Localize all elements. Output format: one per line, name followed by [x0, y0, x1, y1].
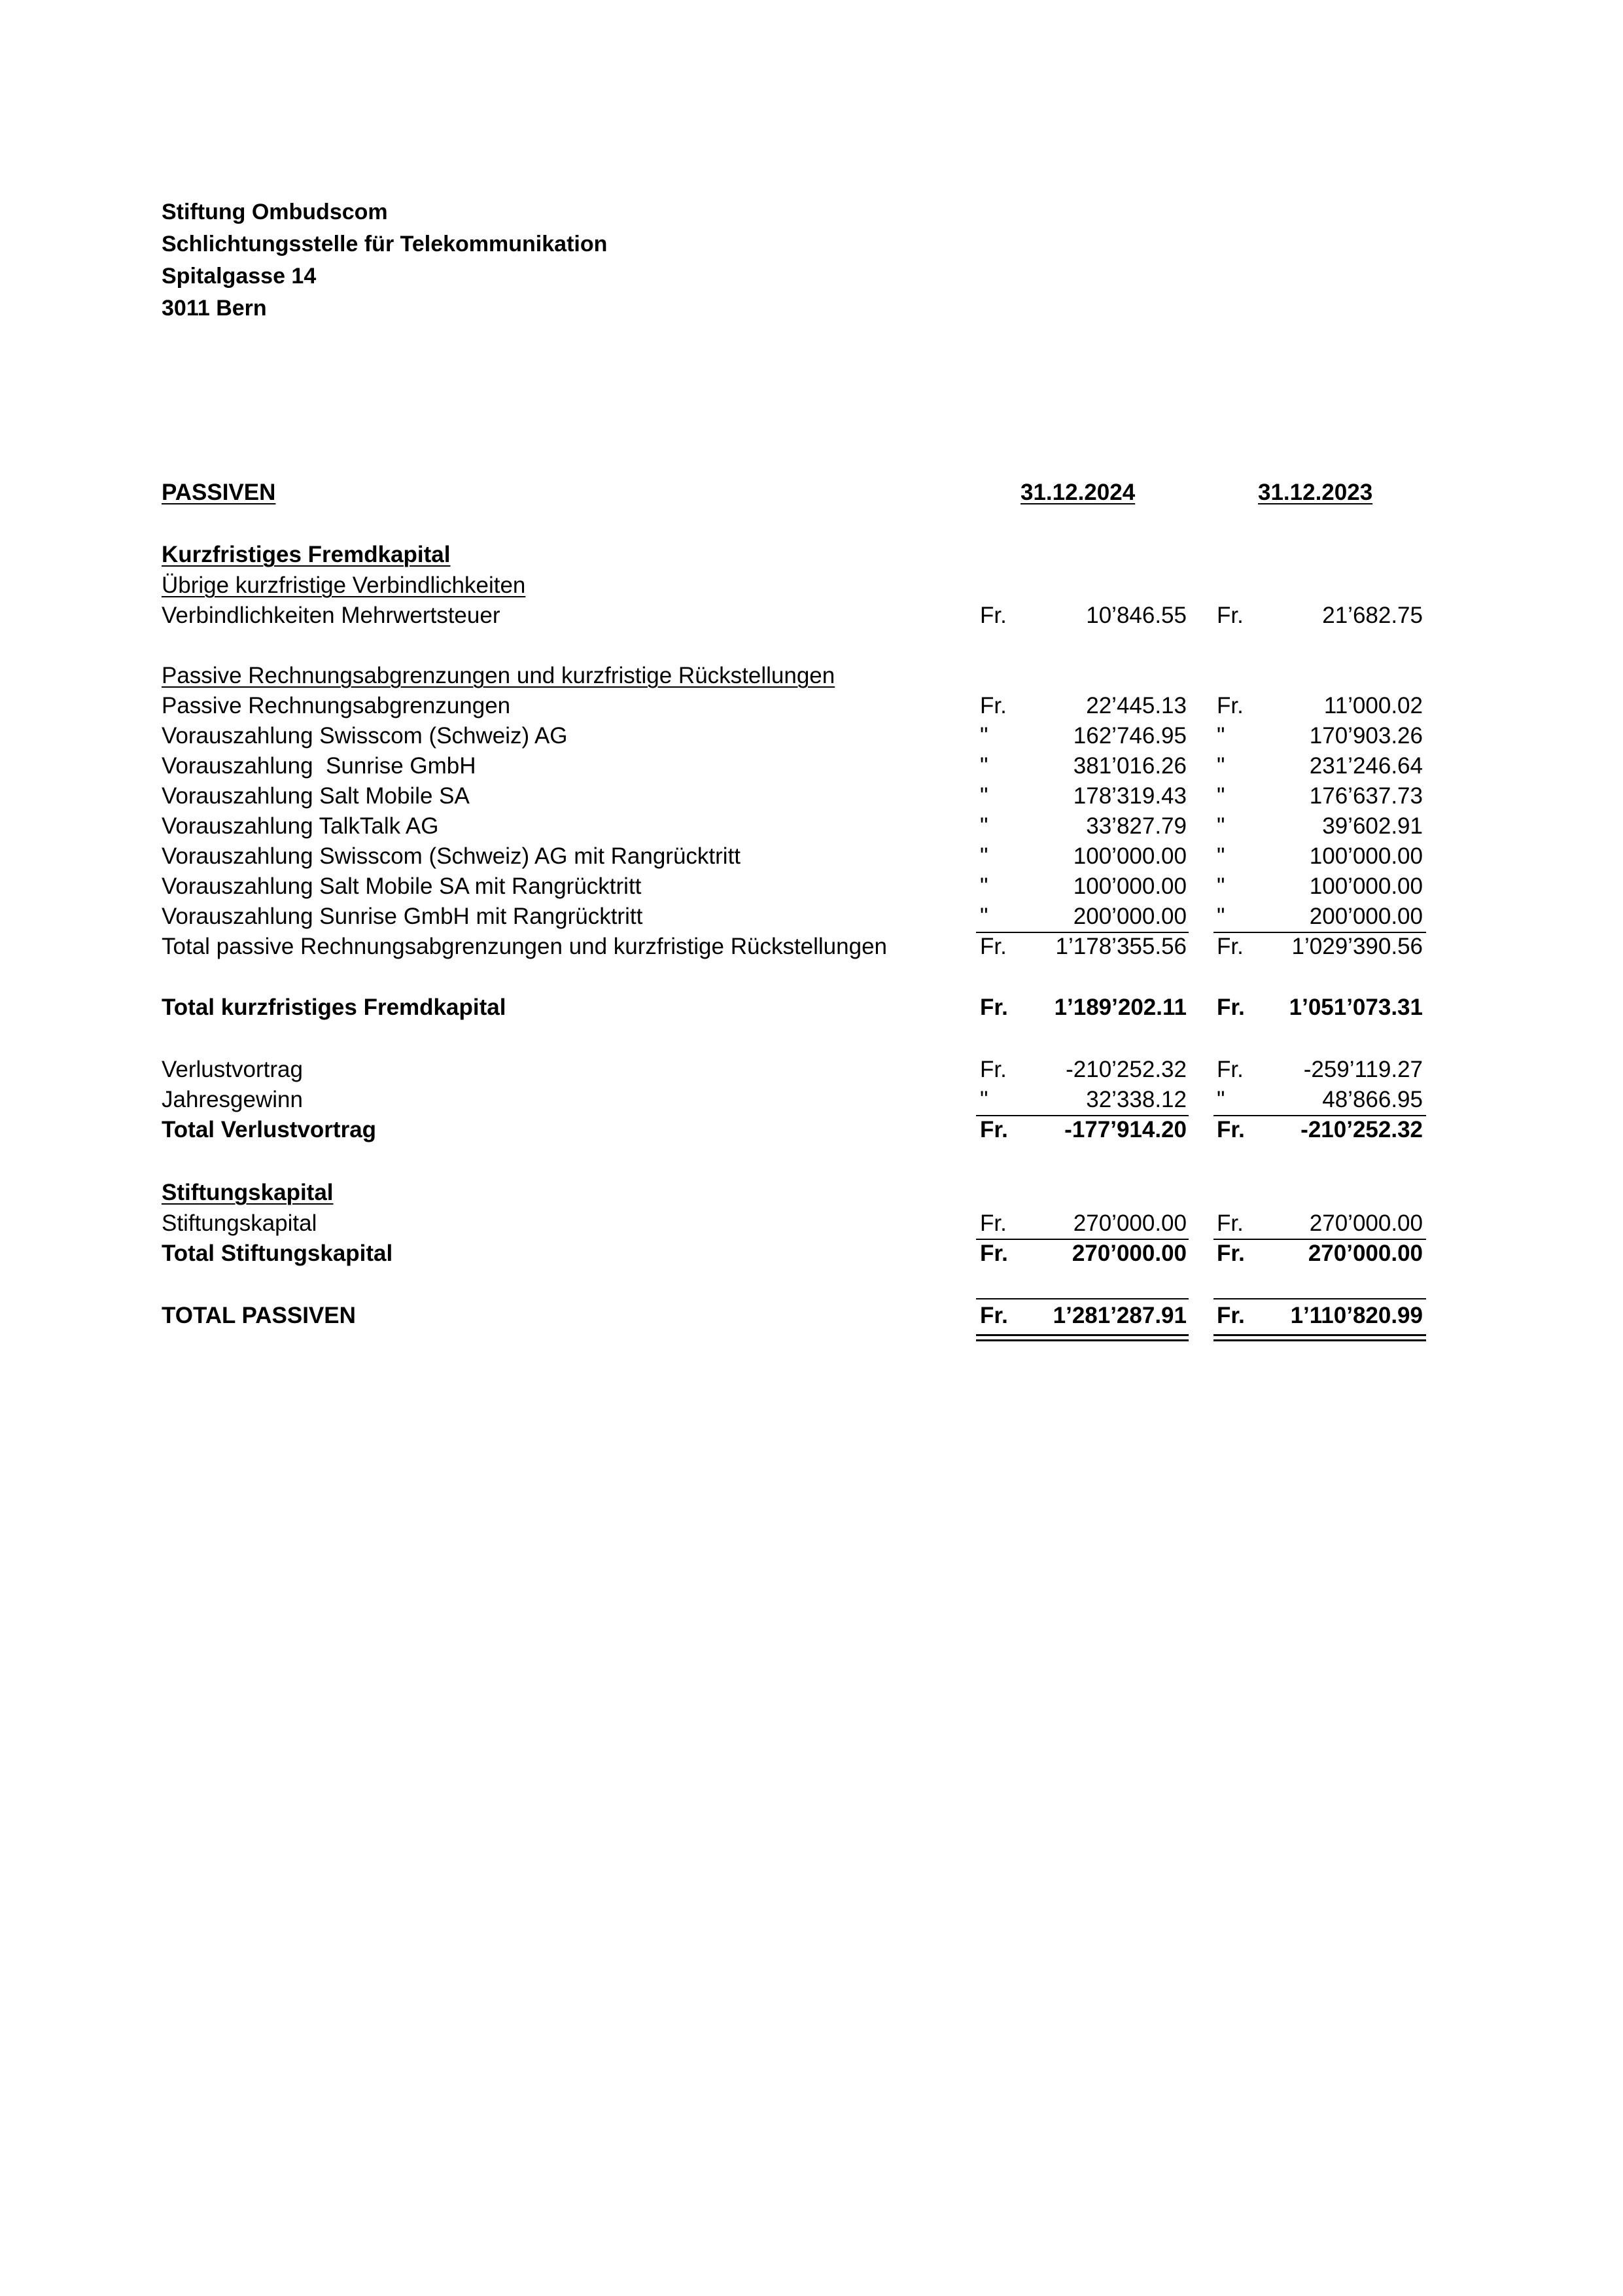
section-heading [0, 1178, 1623, 1208]
value-2024: -177’914.20 [1064, 1117, 1187, 1142]
ditto-mark: " [1217, 843, 1225, 869]
table-row-total [0, 1239, 1623, 1269]
currency-label: Fr. [980, 693, 1007, 718]
table-row [0, 751, 1623, 781]
row-label: Vorauszahlung Swisscom (Schweiz) AG [162, 723, 568, 749]
row-label: Vorauszahlung Salt Mobile SA [162, 783, 470, 809]
value-2023: 100’000.00 [1309, 874, 1423, 899]
address-block [162, 196, 607, 325]
currency-label: Fr. [1217, 1303, 1245, 1328]
org-name: Stiftung Ombudscom [162, 200, 388, 224]
currency-label: Fr. [1217, 1210, 1244, 1236]
value-2023: 39’602.91 [1322, 813, 1423, 839]
value-2024: 100’000.00 [1073, 874, 1187, 899]
table-row [0, 601, 1623, 631]
ditto-mark: " [980, 874, 988, 899]
currency-label: Fr. [980, 603, 1007, 628]
value-2024: 381’016.26 [1073, 753, 1187, 779]
value-2023: 176’637.73 [1309, 783, 1423, 809]
ditto-mark: " [980, 723, 988, 749]
subsection-title-abgrenzungen: Passive Rechnungsabgrenzungen und kurzfristige Rückstellungen [162, 663, 835, 688]
table-row [0, 811, 1623, 841]
row-label: Verlustvortrag [162, 1057, 303, 1082]
table-title: PASSIVEN [162, 480, 276, 505]
currency-label: Fr. [980, 1241, 1008, 1266]
value-2024: 270’000.00 [1073, 1210, 1187, 1236]
row-label: TOTAL PASSIVEN [162, 1303, 356, 1328]
row-label: Vorauszahlung Salt Mobile SA mit Rangrücktritt [162, 874, 642, 899]
subsection-heading [0, 661, 1623, 691]
table-row-total [0, 1115, 1623, 1145]
section-title-fremdkapital: Kurzfristiges Fremdkapital [162, 542, 451, 567]
value-2024: 10’846.55 [1086, 603, 1187, 628]
table-row [0, 781, 1623, 811]
currency-label: Fr. [1217, 1057, 1244, 1082]
value-2023: 11’000.02 [1323, 693, 1423, 718]
currency-label: Fr. [980, 1303, 1008, 1328]
total-rule-top [1213, 1298, 1426, 1299]
row-label: Total passive Rechnungsabgrenzungen und kurzfristige Rückstellungen [162, 934, 888, 959]
subsection-heading [0, 571, 1623, 601]
value-2023: -210’252.32 [1300, 1117, 1423, 1142]
value-2023: 270’000.00 [1309, 1210, 1423, 1236]
row-label: Stiftungskapital [162, 1210, 317, 1236]
ditto-mark: " [1217, 1087, 1225, 1112]
value-2023: 1’051’073.31 [1289, 995, 1423, 1020]
row-label: Total Verlustvortrag [162, 1117, 377, 1142]
table-row [0, 1085, 1623, 1115]
value-2023: 270’000.00 [1308, 1241, 1423, 1266]
currency-label: Fr. [980, 1117, 1008, 1142]
value-2024: 178’319.43 [1073, 783, 1187, 809]
currency-label: Fr. [980, 1210, 1007, 1236]
ditto-mark: " [980, 783, 988, 809]
ditto-mark: " [1217, 904, 1225, 929]
ditto-mark: " [1217, 874, 1225, 899]
subsection-title-verbindlichkeiten: Übrige kurzfristige Verbindlichkeiten [162, 573, 526, 598]
table-row [0, 1055, 1623, 1085]
row-label: Total Stiftungskapital [162, 1241, 393, 1266]
currency-label: Fr. [1217, 693, 1244, 718]
currency-label: Fr. [1217, 1117, 1245, 1142]
table-row [0, 1209, 1623, 1239]
row-label: Verbindlichkeiten Mehrwertsteuer [162, 603, 500, 628]
value-2024: 22’445.13 [1086, 693, 1187, 718]
double-rule-lower [976, 1339, 1189, 1341]
row-label: Vorauszahlung Sunrise GmbH [162, 753, 476, 779]
value-2023: 1’029’390.56 [1291, 934, 1423, 959]
currency-label: Fr. [980, 995, 1008, 1020]
double-rule-upper [1213, 1334, 1426, 1336]
value-2023: -259’119.27 [1303, 1057, 1423, 1082]
value-2023: 48’866.95 [1322, 1087, 1423, 1112]
ditto-mark: " [980, 843, 988, 869]
double-rule-lower [1213, 1339, 1426, 1341]
value-2024: 1’189’202.11 [1054, 995, 1187, 1020]
row-label: Vorauszahlung Sunrise GmbH mit Rangrücktritt [162, 904, 643, 929]
section-title-stiftungskapital: Stiftungskapital [162, 1180, 334, 1205]
date-2024: 31.12.2024 [1021, 480, 1136, 505]
value-2024: 33’827.79 [1086, 813, 1187, 839]
ditto-mark: " [1217, 783, 1225, 809]
ditto-mark: " [1217, 723, 1225, 749]
value-2024: 200’000.00 [1073, 904, 1187, 929]
currency-label: Fr. [980, 1057, 1007, 1082]
ditto-mark: " [980, 904, 988, 929]
double-rule-upper [976, 1334, 1189, 1336]
currency-label: Fr. [1217, 934, 1244, 959]
ditto-mark: " [1217, 753, 1225, 779]
table-row-grand-total [0, 1301, 1623, 1331]
value-2023: 1’110’820.99 [1290, 1303, 1423, 1328]
value-2023: 100’000.00 [1309, 843, 1423, 869]
table-row [0, 872, 1623, 902]
value-2024: 1’281’287.91 [1053, 1303, 1187, 1328]
currency-label: Fr. [980, 934, 1007, 959]
ditto-mark: " [1217, 813, 1225, 839]
table-row-total [0, 932, 1623, 962]
currency-label: Fr. [1217, 1241, 1245, 1266]
value-2024: 1’178’355.56 [1055, 934, 1187, 959]
table-row [0, 902, 1623, 932]
value-2024: -210’252.32 [1066, 1057, 1187, 1082]
table-row [0, 721, 1623, 751]
total-rule-top [976, 1298, 1189, 1299]
currency-label: Fr. [1217, 995, 1245, 1020]
date-2023: 31.12.2023 [1258, 480, 1373, 505]
table-row [0, 691, 1623, 721]
section-heading [0, 540, 1623, 570]
table-row-total [0, 993, 1623, 1023]
table-header [0, 478, 1623, 508]
value-2023: 170’903.26 [1309, 723, 1423, 749]
ditto-mark: " [980, 753, 988, 779]
city: 3011 Bern [162, 296, 267, 321]
value-2024: 162’746.95 [1073, 723, 1187, 749]
value-2023: 231’246.64 [1309, 753, 1423, 779]
street: Spitalgasse 14 [162, 264, 317, 289]
ditto-mark: " [980, 813, 988, 839]
value-2024: 32’338.12 [1086, 1087, 1187, 1112]
currency-label: Fr. [1217, 603, 1244, 628]
row-label: Vorauszahlung Swisscom (Schweiz) AG mit Rangrücktritt [162, 843, 741, 869]
value-2023: 200’000.00 [1309, 904, 1423, 929]
org-subtitle: Schlichtungsstelle für Telekommunikation [162, 232, 608, 256]
value-2023: 21’682.75 [1322, 603, 1423, 628]
table-row [0, 841, 1623, 872]
value-2024: 270’000.00 [1072, 1241, 1187, 1266]
row-label: Vorauszahlung TalkTalk AG [162, 813, 439, 839]
ditto-mark: " [980, 1087, 988, 1112]
row-label: Total kurzfristiges Fremdkapital [162, 995, 506, 1020]
value-2024: 100’000.00 [1073, 843, 1187, 869]
row-label: Jahresgewinn [162, 1087, 303, 1112]
row-label: Passive Rechnungsabgrenzungen [162, 693, 511, 718]
